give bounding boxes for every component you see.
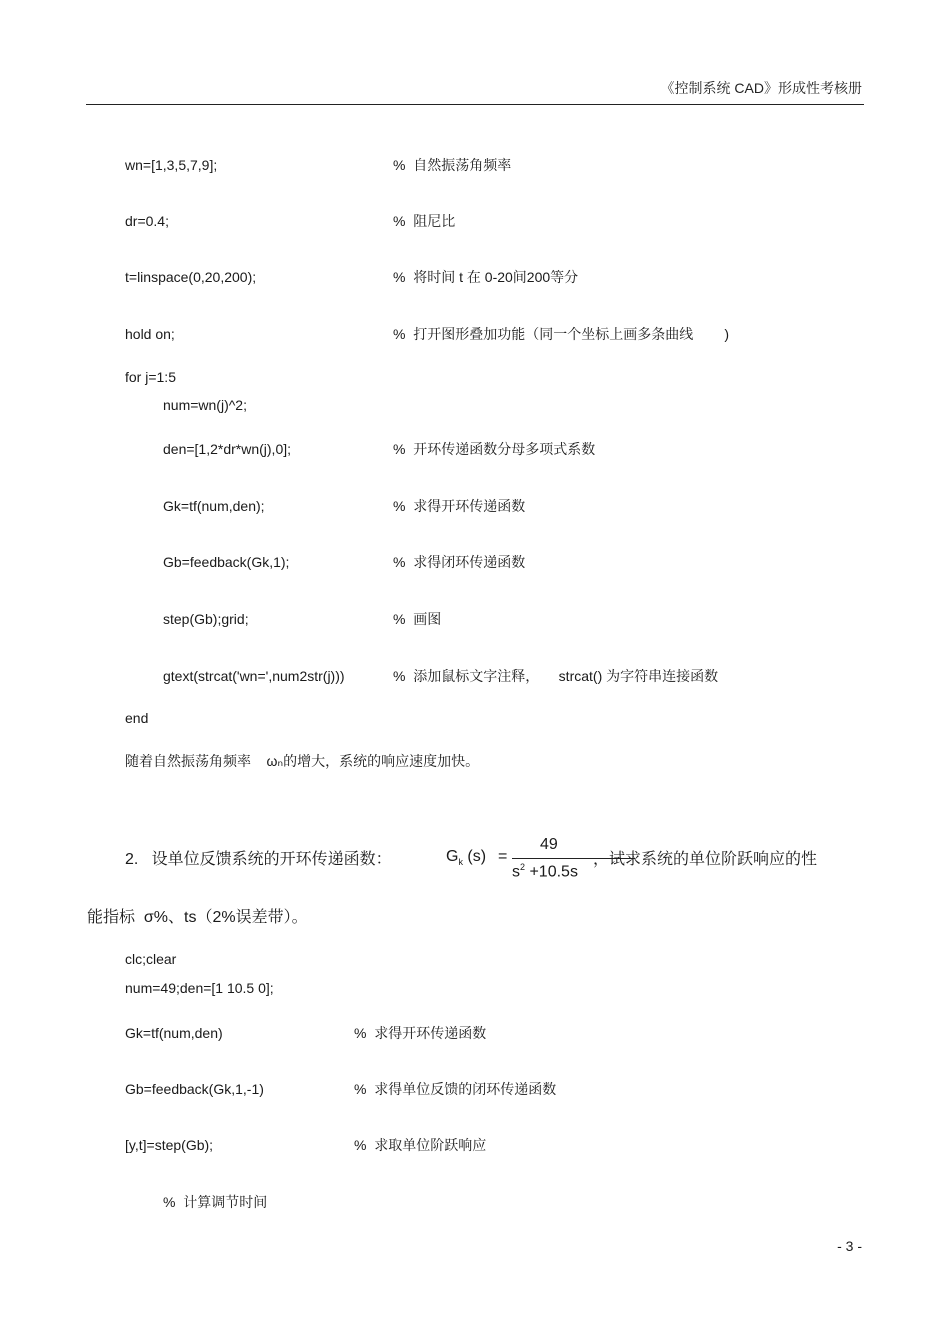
code-line: den=[1,2*dr*wn(j),0]; (163, 441, 292, 457)
code-line: num=49;den=[1 10.5 0]; (125, 980, 274, 996)
code-comment: % 计算调节时间 (163, 1194, 268, 1210)
code-comment: % 自然振荡角频率 (393, 157, 512, 173)
code-comment: % 求得闭环传递函数 (393, 554, 526, 570)
code-comment: % 阻尼比 (393, 213, 456, 229)
code-comment: % 将时间 t 在 0-20间200等分 (393, 269, 579, 285)
formula-denominator: $s^2 +10.5s$ (512, 862, 578, 881)
formula-numerator: 49 (540, 836, 558, 853)
code-line: for j=1:5 (125, 369, 176, 385)
conclusion-text: 随着自然振荡角频率 ωₙ的增大，系统的响应速度加快。 (125, 753, 480, 769)
code-line: wn=[1,3,5,7,9]; (125, 157, 218, 173)
page-number: - 3 - (837, 1238, 862, 1254)
code-comment: % 求得开环传递函数 (354, 1025, 487, 1041)
code-line: gtext(strcat('wn=',num2str(j))) (163, 668, 345, 684)
code-line: t=linspace(0,20,200); (125, 269, 257, 285)
code-line: [y,t]=step(Gb); (125, 1137, 214, 1153)
code-line: dr=0.4; (125, 213, 169, 229)
code-comment: % 求取单位阶跃响应 (354, 1137, 487, 1153)
code-line: clc;clear (125, 951, 177, 967)
question-2-prefix: 2. 设单位反馈系统的开环传递函数： (125, 851, 392, 868)
code-line: num=wn(j)^2; (163, 397, 247, 413)
code-comment: % 添加鼠标文字注释， strcat() 为字符串连接函数 (393, 668, 719, 684)
question-2-continuation: 能指标 σ%、ts（2%误差带）。 (87, 909, 308, 926)
code-line: Gb=feedback(Gk,1); (163, 554, 290, 570)
header-title: 《控制系统 CAD》形成性考核册 (660, 80, 862, 96)
code-comment: % 画图 (393, 611, 442, 627)
code-line: step(Gb);grid; (163, 611, 249, 627)
question-2-suffix: ，试求系统的单位阶跃响应的性 (593, 851, 818, 868)
page-header (86, 78, 864, 105)
code-line: end (125, 710, 149, 726)
code-comment: % 求得开环传递函数 (393, 498, 526, 514)
code-comment: % 求得单位反馈的闭环传递函数 (354, 1081, 557, 1097)
code-line: hold on; (125, 326, 175, 342)
transfer-function-formula (446, 836, 606, 886)
code-comment: % 开环传递函数分母多项式系数 (393, 441, 596, 457)
code-line: Gb=feedback(Gk,1,-1) (125, 1081, 264, 1097)
code-comment: % 打开图形叠加功能（同一个坐标上画多条曲线 ) (393, 326, 730, 342)
code-line: Gk=tf(num,den); (163, 498, 265, 514)
formula-equals: = (498, 848, 508, 865)
code-line: Gk=tf(num,den) (125, 1025, 223, 1041)
formula-gk: $G_k$ (s) (446, 848, 487, 868)
